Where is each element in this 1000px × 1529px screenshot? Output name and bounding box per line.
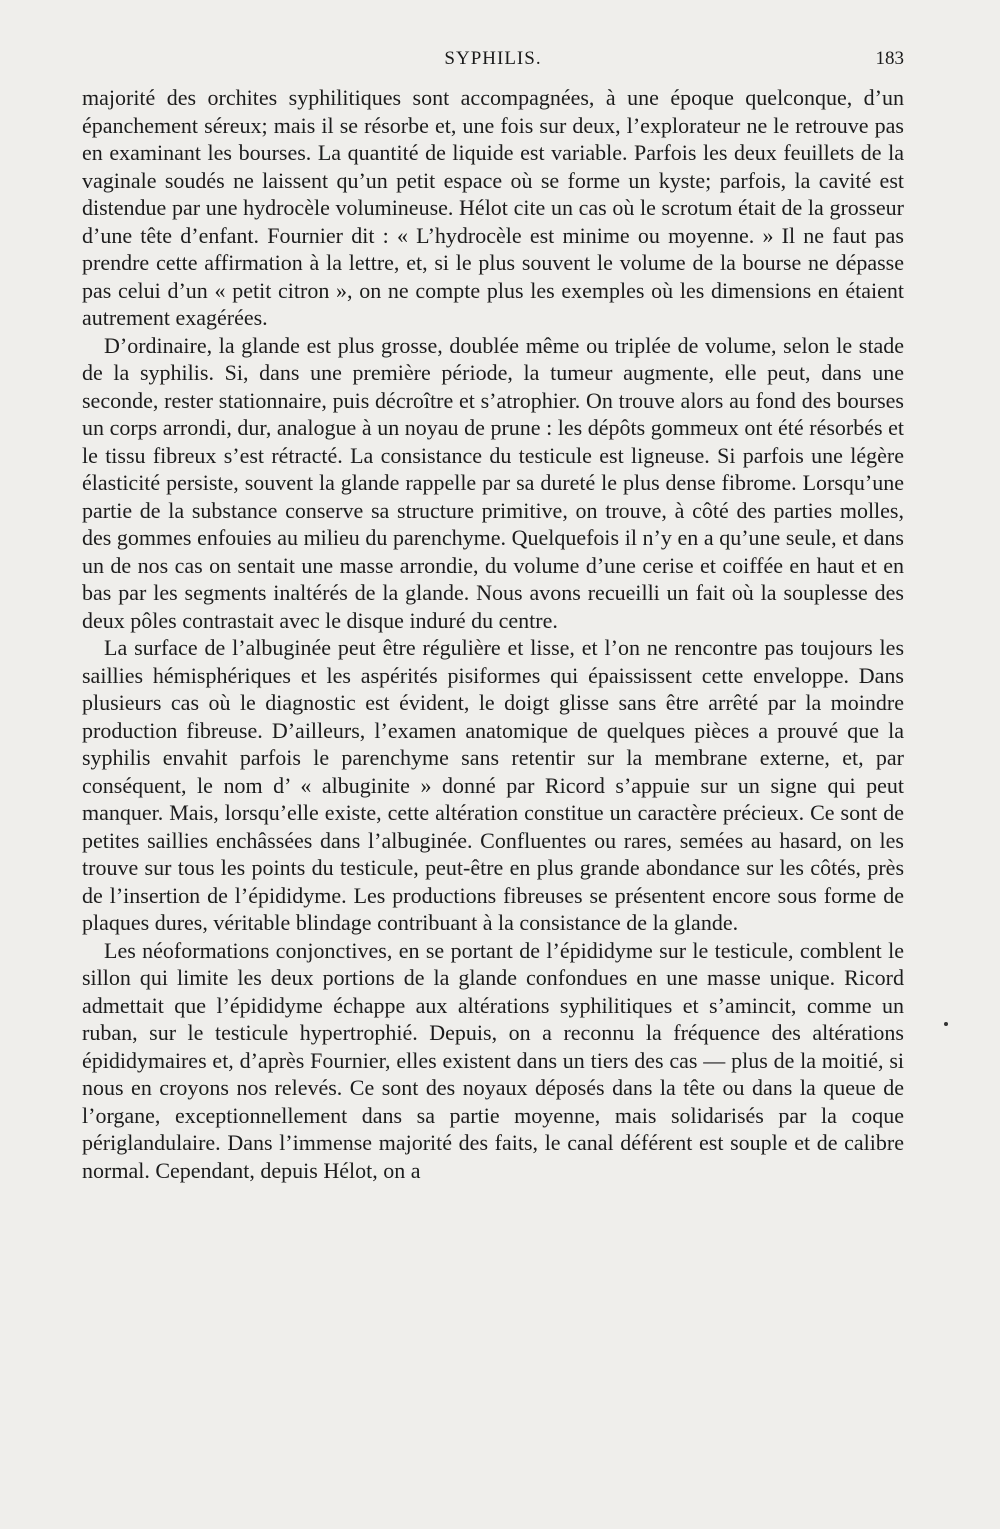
page-number: 183 xyxy=(875,48,904,69)
body-text xyxy=(82,84,904,1184)
paragraph-4: Les néoformations conjonctives, en se portant de l’épididyme sur le testicule, comblent le sillon qui limite les deux portions de la glande confondues en une masse unique. Ricord admettait que l’épididyme échappe aux altérations syphilitiques et s’amincit, comme un ruban, sur le testicule hypertrophié. Depuis, on a reconnu la fréquence des altérations épididymaires et, d’après Fournier, elles existent dans un tiers des cas — plus de la moitié, si nous en croyons nos relevés. Ce sont des noyaux déposés dans la tête ou dans la queue de l’organe, exceptionnellement dans sa partie moyenne, mais solidarisés par la coque périglandulaire. Dans l’immense majorité des faits, le canal déférent est souple et de calibre normal. Cependant, depuis Hélot, on a xyxy=(82,937,904,1183)
paragraph-3: La surface de l’albuginée peut être régulière et lisse, et l’on ne rencontre pas toujours les saillies hémisphériques et les aspérités pisiformes qui épaississent cette enveloppe. Dans plusieurs cas où le diagnostic est évident, le doigt glisse sans être arrêté par la moindre production fibreuse. D’ailleurs, l’examen anatomique de quelques pièces a prouvé que la syphilis envahit parfois le parenchyme sans retentir sur la membrane externe, et, par conséquent, le nom d’ « albuginite » donné par Ricord s’appuie sur un signe qui peut manquer. Mais, lorsqu’elle existe, cette altération constitue un caractère précieux. Ce sont de petites saillies enchâssées dans l’albuginée. Confluentes ou rares, semées au hasard, on les trouve sur tous les points du testicule, peut-être en plus grande abondance sur les côtés, près de l’insertion de l’épididyme. Les productions fibreuses se présentent encore sous forme de plaques dures, véritable blindage contribuant à la consistance de la glande. xyxy=(82,635,904,935)
running-title: SYPHILIS. xyxy=(444,48,542,69)
paragraph-1: majorité des orchites syphilitiques sont accompagnées, à une époque quelconque, d’un épanchement séreux; mais il se résorbe et, une fois sur deux, l’explorateur ne le retrouve pas en examinant les bourses. La quantité de liquide est variable. Parfois les deux feuillets de la vaginale soudés ne laissent qu’un petit espace où se forme un kyste; parfois, la cavité est distendue par une hydrocèle volumineuse. Hélot cite un cas où le scrotum était de la grosseur d’une tête d’enfant. Fournier dit : « L’hydrocèle est minime ou moyenne. » Il ne faut pas prendre cette affirmation à la lettre, et, si le plus souvent le volume de la bourse ne dépasse pas celui d’un « petit citron », on ne compte plus les exemples où les dimensions en étaient autrement exagérées. xyxy=(82,85,904,330)
paragraph-2: D’ordinaire, la glande est plus grosse, doublée même ou triplée de volume, selon le stade de la syphilis. Si, dans une première période, la tumeur augmente, elle peut, dans une seconde, rester stationnaire, puis décroître et s’atrophier. On trouve alors au fond des bourses un corps arrondi, dur, analogue à un noyau de prune : les dépôts gommeux ont été résorbés et le tissu fibreux s’est rétracté. La consistance du testicule est ligneuse. Si parfois une légère élasticité persiste, souvent la glande rappelle par sa dureté le plus dense fibrome. Lorsqu’une partie de la substance conserve sa structure primitive, on trouve, à côté des parties molles, des gommes enfouies au milieu du parenchyme. Quelquefois il n’y en a qu’une seule, et dans un de nos cas on sentait une masse arrondie, du volume d’une cerise et coiffée en haut et en bas par les segments inaltérés de la glande. Nous avons recueilli un fait où la souplesse des deux pôles contrastait avec le disque induré du centre. xyxy=(82,332,904,633)
page-header xyxy=(82,48,904,74)
margin-speck xyxy=(944,1022,948,1026)
